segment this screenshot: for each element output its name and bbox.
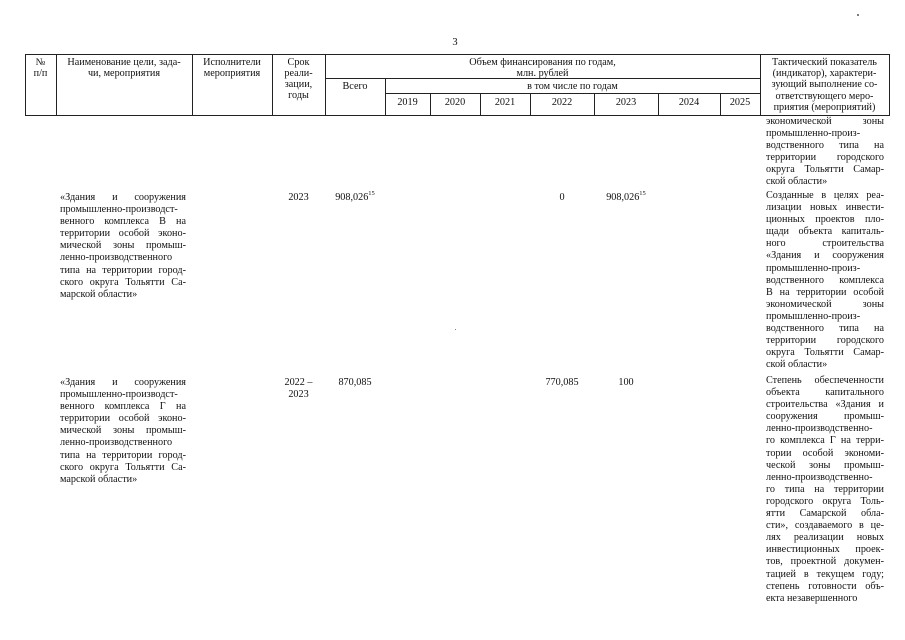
text-line: мической зоны промыш- bbox=[60, 240, 186, 252]
row-2-term: 2022 – 2023 bbox=[284, 377, 313, 400]
text-line: строительства «Здания и bbox=[766, 399, 884, 411]
header-year-2023: 2023 bbox=[615, 97, 637, 108]
text-line: «Здания и сооружения bbox=[60, 377, 186, 388]
text-line: типа на территории город- bbox=[60, 449, 186, 461]
text-line: типа на территории город- bbox=[60, 264, 186, 276]
header-col-name: Наименование цели, зада- чи, мероприятия bbox=[67, 57, 181, 79]
text-line: территории городского bbox=[766, 335, 884, 347]
text-line: инвестиционных проек- bbox=[766, 544, 884, 556]
text-line: екта незавершенного bbox=[766, 592, 858, 604]
text-line: ционных проектов пло- bbox=[766, 214, 884, 226]
header-year-2019: 2019 bbox=[397, 97, 418, 108]
text-line: тов, проектной докумен- bbox=[766, 556, 884, 568]
header-col-incl-years: в том числе по годам bbox=[527, 81, 618, 92]
text-line: территории городского bbox=[766, 152, 884, 164]
text-line: промышленно-производст- bbox=[60, 389, 178, 401]
text-line: ской области» bbox=[766, 359, 828, 371]
text-line: территории особой эконо- bbox=[60, 413, 186, 425]
text-line: лизации новых инвести- bbox=[766, 202, 884, 214]
text-line: го комплекса Г на терри- bbox=[766, 435, 884, 447]
header-col-volume: Объем финансирования по годам, млн. рублей bbox=[469, 57, 616, 79]
text-line: мической зоны промыш- bbox=[60, 425, 186, 437]
text-line: экономической зоны bbox=[766, 116, 884, 127]
header-year-2024: 2024 bbox=[678, 97, 700, 108]
header-col-indicator: Тактический показатель (индикатор), характери- зующий выполнение со- ответствующего меро- приятия (мероприятий) bbox=[771, 57, 878, 113]
row-1-2022: 0 bbox=[559, 192, 565, 203]
text-line: городского округа Толь- bbox=[766, 495, 884, 507]
text-line: венного комплекса Г на bbox=[60, 401, 186, 413]
text-line: ского округа Тольятти Са- bbox=[60, 276, 186, 288]
text-line: венного комплекса В на bbox=[60, 216, 186, 228]
text-line: марской области» bbox=[60, 288, 138, 300]
page-number: 3 bbox=[452, 37, 458, 48]
text-line: округа Тольятти Самар- bbox=[766, 164, 884, 176]
row-2-2022: 770,085 bbox=[545, 377, 579, 388]
row-1-indicator bbox=[766, 190, 884, 371]
text-line: сооружения промыш- bbox=[766, 411, 884, 423]
row-2-indicator bbox=[766, 375, 884, 605]
scan-speck bbox=[455, 329, 456, 330]
header-year-2025: 2025 bbox=[729, 97, 751, 108]
text-line: ленно-производственного bbox=[60, 437, 173, 449]
text-line: степень готовности объ- bbox=[766, 580, 884, 592]
text-line: промышленно-произ- bbox=[766, 262, 861, 274]
text-line: В на территории особой bbox=[766, 286, 884, 298]
text-line: экономической зоны bbox=[766, 298, 884, 310]
text-line: ленно-производственного bbox=[60, 252, 173, 264]
text-line: щади объекта капиталь- bbox=[766, 226, 884, 238]
text-line: Созданные в целях реа- bbox=[766, 190, 884, 201]
row-1-2023: 908,026$^{15}$ bbox=[606, 190, 646, 203]
text-line: сти», создаваемого в це- bbox=[766, 520, 884, 532]
text-line: ского округа Тольятти Са- bbox=[60, 461, 186, 473]
header-col-term: Срок реали- зации, годы bbox=[284, 57, 313, 101]
row-1-term: 2023 bbox=[288, 192, 309, 203]
text-line: тории особой экономи- bbox=[766, 447, 884, 459]
text-line: водственного типа на bbox=[766, 140, 884, 152]
text-line: промышленно-произ- bbox=[766, 310, 861, 322]
text-line: ленно-производственно- bbox=[766, 471, 873, 483]
text-line: го типа на территории bbox=[766, 483, 884, 495]
text-line: водственного комплекса bbox=[766, 274, 884, 286]
row-2-name bbox=[60, 377, 186, 486]
row-1-name bbox=[60, 192, 186, 301]
text-line: тацией в текущем году; bbox=[766, 568, 884, 580]
text-line: ятти Самарской обла- bbox=[766, 508, 884, 520]
header-col-total: Всего bbox=[342, 81, 368, 92]
text-line: промышленно-производст- bbox=[60, 204, 178, 216]
header-col-executors: Исполнители мероприятия bbox=[203, 57, 261, 79]
row-1-total: 908,026$^{15}$ bbox=[335, 190, 375, 203]
header-col-number: № п/п bbox=[33, 57, 48, 79]
text-line: марской области» bbox=[60, 473, 138, 485]
text-line: территории особой эконо- bbox=[60, 228, 186, 240]
text-line: «Здания и сооружения bbox=[766, 250, 884, 262]
header-year-2020: 2020 bbox=[444, 97, 466, 108]
text-line: объекта капитального bbox=[766, 387, 884, 399]
text-line: лях реализации новых bbox=[766, 532, 884, 544]
text-line: «Здания и сооружения bbox=[60, 192, 186, 203]
text-line: водственного типа на bbox=[766, 323, 884, 335]
row-2-total: 870,085 bbox=[338, 377, 372, 388]
row-2-2023: 100 bbox=[618, 377, 634, 388]
text-line: ческой зоны промыш- bbox=[766, 459, 884, 471]
header-year-2022: 2022 bbox=[551, 97, 573, 108]
text-line: Степень обеспеченности bbox=[766, 375, 884, 386]
text-line: ного строительства bbox=[766, 238, 884, 250]
text-line: ской области» bbox=[766, 176, 828, 188]
text-line: ленно-производственно- bbox=[766, 423, 873, 435]
text-line: округа Тольятти Самар- bbox=[766, 347, 884, 359]
text-line: промышленно-произ- bbox=[766, 128, 861, 140]
continued-indicator-text bbox=[766, 116, 884, 189]
scan-speck bbox=[857, 14, 859, 16]
header-year-2021: 2021 bbox=[494, 97, 516, 108]
